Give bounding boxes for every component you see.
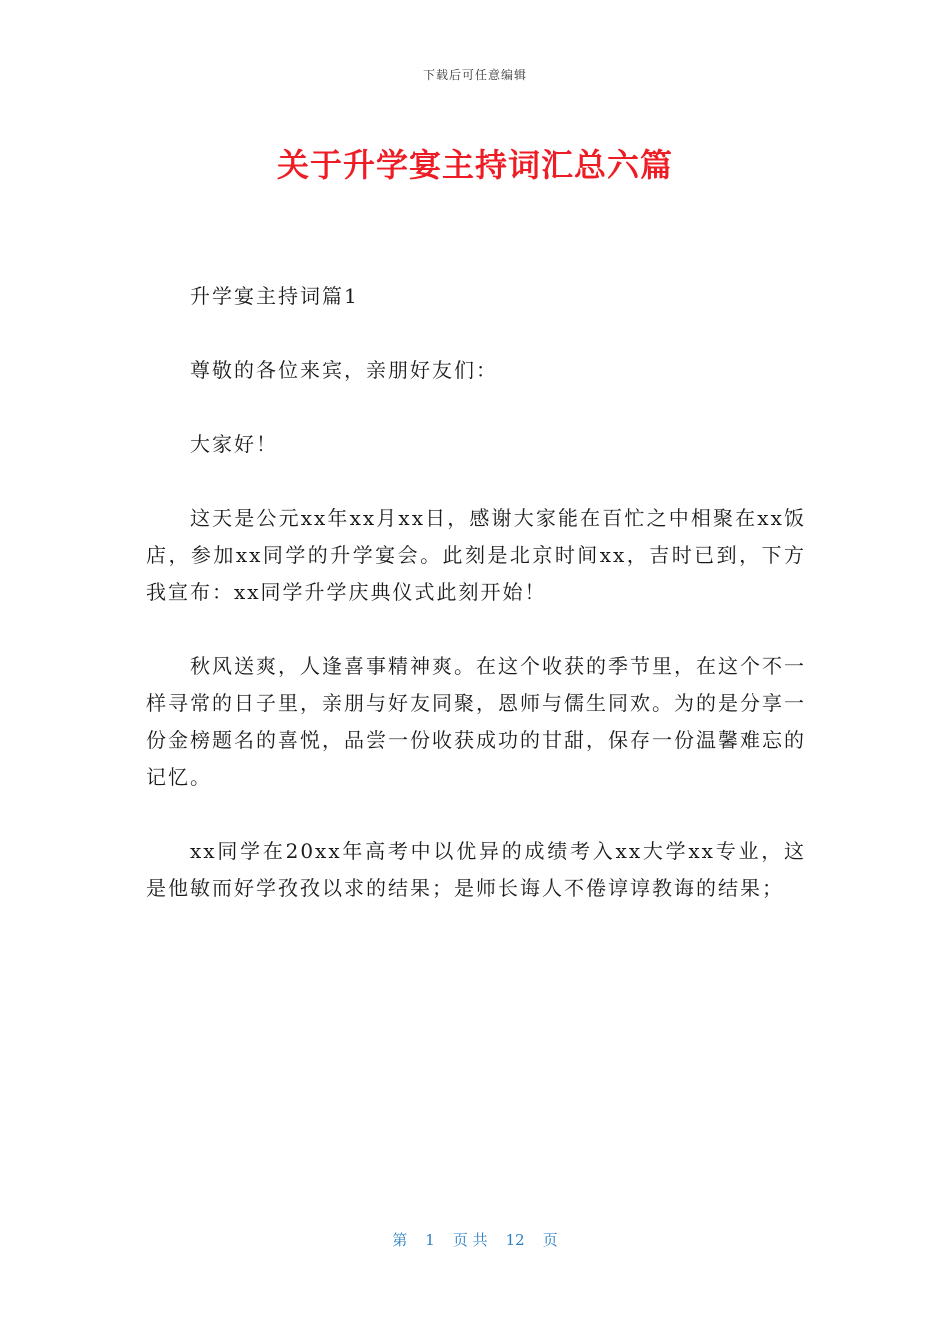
greeting-paragraph: 尊敬的各位来宾，亲朋好友们： — [190, 358, 498, 382]
section-heading: 升学宴主持词篇1 — [190, 284, 359, 308]
achievement-paragraph: xx同学在20xx年高考中以优异的成绩考入xx大学xx专业，这是他敏而好学孜孜以求的结果；是师长诲人不倦谆谆教诲的结果； — [146, 839, 806, 900]
footer-middle: 页 共 — [452, 1231, 488, 1249]
footer-suffix: 页 — [542, 1231, 558, 1249]
total-page-count: 12 — [505, 1231, 525, 1249]
autumn-paragraph: 秋风送爽，人逢喜事精神爽。在这个收获的季节里，在这个不一样寻常的日子里，亲朋与好友同聚，恩师与儒生同欢。为的是分享一份金榜题名的喜悦，品尝一份收获成功的甘甜，保存一份温馨难忘的记忆。 — [146, 654, 806, 789]
footer-prefix: 第 — [392, 1231, 408, 1249]
current-page-number: 1 — [425, 1231, 435, 1249]
document-title: 关于升学宴主持词汇总六篇 — [276, 146, 673, 184]
page-footer — [0, 1229, 950, 1250]
document-body — [146, 278, 806, 944]
opening-paragraph: 这天是公元xx年xx月xx日，感谢大家能在百忙之中相聚在xx饭店，参加xx同学的升学宴会。此刻是北京时间xx，吉时已到，下方我宣布：xx同学升学庆典仪式此刻开始！ — [146, 506, 806, 604]
header-note: 下载后可任意编辑 — [422, 68, 527, 82]
hello-paragraph: 大家好！ — [190, 432, 278, 456]
